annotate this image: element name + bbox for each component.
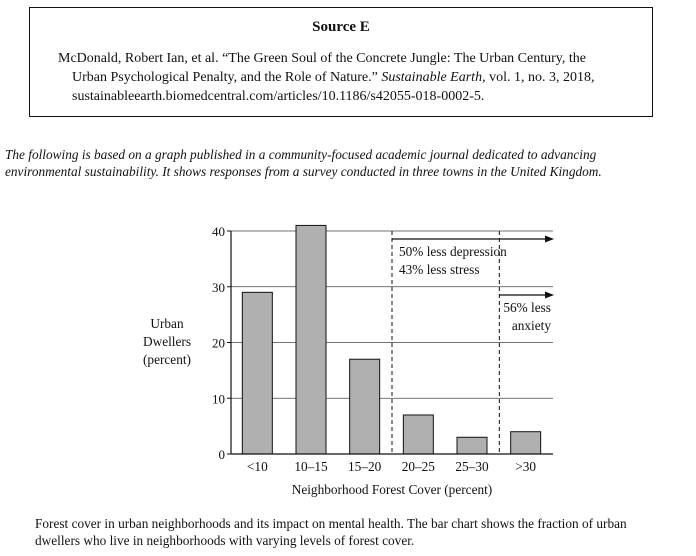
annotation-text: 43% less stress: [399, 262, 480, 277]
citation: [58, 49, 643, 106]
annotation-text: anxiety: [511, 318, 551, 333]
y-axis-label-line: Urban: [150, 316, 184, 331]
x-tick-label: >30: [515, 459, 537, 474]
bar-4: [457, 437, 487, 454]
y-axis-label: [143, 316, 191, 367]
y-axis-label-line: (percent): [143, 352, 191, 367]
citation-url: sustainableearth.biomedcentral.com/articles/10.1186/s42055-018-0002-5.: [72, 89, 485, 104]
x-axis-ticks: [247, 459, 536, 474]
intro-text: [5, 146, 695, 180]
y-tick-label: 20: [212, 335, 225, 351]
annotation-text: 50% less depression: [399, 244, 507, 259]
citation-article-title-end: Urban Psychological Penalty, and the Role of Nature.”: [72, 70, 382, 85]
bar-chart: [0, 210, 696, 510]
bar-3: [403, 415, 433, 454]
bar-1: [296, 225, 326, 454]
intro-line-2: environmental sustainability. It shows responses from a survey conducted in three towns in the United Kingdom.: [5, 164, 602, 179]
caption: [35, 515, 695, 549]
x-tick-label: 15–20: [348, 459, 382, 474]
y-tick-label: 30: [212, 279, 225, 295]
caption-line-2: dwellers who live in neighborhoods with varying levels of forest cover.: [35, 533, 415, 548]
caption-line-1: Forest cover in urban neighborhoods and its impact on mental health. The bar chart shows the fraction of urban: [35, 516, 627, 531]
annotation-arrowhead: [545, 292, 554, 299]
source-title: Source E: [312, 19, 370, 35]
citation-line-1: McDonald, Robert Ian, et al. “The Green Soul of the Concrete Jungle: The Urban Century, the: [58, 51, 586, 66]
y-axis-ticks: [212, 224, 231, 462]
citation-line-2: [58, 68, 643, 87]
x-tick-label: 20–25: [401, 459, 435, 474]
bar-0: [242, 292, 272, 454]
y-tick-label: 40: [212, 224, 225, 239]
annotation-text: 56% less: [503, 300, 551, 315]
source-box: [29, 7, 653, 117]
citation-journal: Sustainable Earth,: [381, 70, 486, 85]
x-tick-label: 25–30: [455, 459, 489, 474]
citation-volume: vol. 1, no. 3, 2018,: [485, 70, 595, 85]
y-tick-label: 0: [218, 447, 225, 462]
bar-2: [350, 359, 380, 454]
y-tick-label: 10: [212, 391, 225, 407]
y-axis-label-line: Dwellers: [143, 334, 191, 349]
x-axis-label: Neighborhood Forest Cover (percent): [291, 482, 493, 497]
x-tick-label: 10–15: [294, 459, 328, 474]
x-tick-label: <10: [246, 459, 268, 474]
bar-5: [511, 432, 541, 454]
annotation-arrowhead: [545, 236, 554, 243]
intro-line-1: The following is based on a graph published in a community-focused academic journal dedicated to advancing: [5, 147, 597, 162]
